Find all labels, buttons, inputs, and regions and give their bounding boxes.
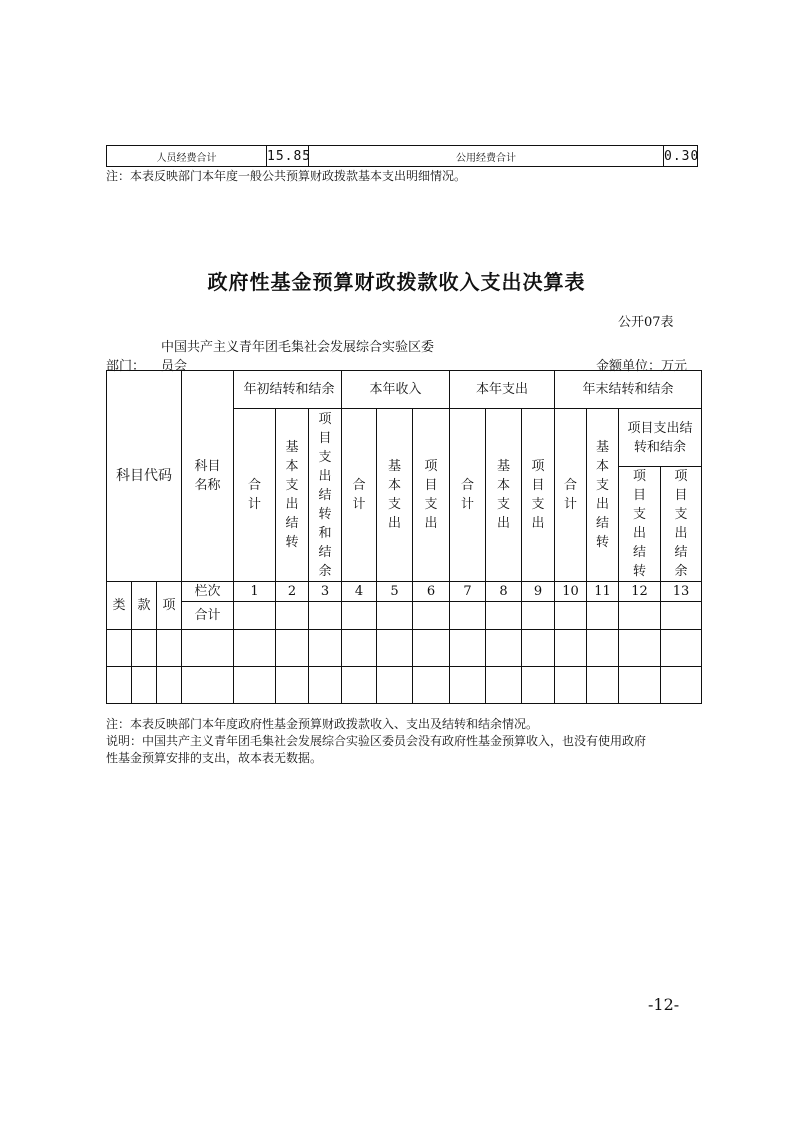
- department-label: 部门：: [106, 359, 146, 374]
- column-index-9: 9: [522, 582, 555, 602]
- public-total-label: 公用经费合计: [309, 146, 664, 167]
- fund-budget-table: [106, 370, 702, 704]
- header-g4-project-carry-balance: 项目支出结转和结余: [619, 409, 702, 467]
- bottom-table-note: 注：本表反映部门本年度政府性基金预算财政拨款收入、支出及结转和结余情况。: [106, 717, 539, 731]
- personnel-public-summary-table: [106, 145, 698, 167]
- table-row: [107, 630, 702, 667]
- column-index-5: 5: [377, 582, 413, 602]
- header-g3-total: 合计: [450, 409, 486, 582]
- form-number: 公开07表: [618, 315, 674, 330]
- table-cell: [377, 602, 413, 630]
- personnel-total-label: 人员经费合计: [107, 146, 267, 167]
- header-g4-basic-carry: 基本支出结转: [587, 409, 619, 582]
- header-g2-total: 合计: [342, 409, 377, 582]
- header-g1-total: 合计: [234, 409, 276, 582]
- column-index-12: 12: [619, 582, 661, 602]
- amount-unit: 金额单位：万元: [596, 359, 688, 374]
- column-index-11: 11: [587, 582, 619, 602]
- department-name-line1: 中国共产主义青年团毛集社会发展综合实验区委: [161, 340, 435, 355]
- column-index-2: 2: [276, 582, 309, 602]
- header-g4-project-balance: 项目支出结余: [661, 467, 702, 582]
- header-g1-basic-carry: 基本支出结转: [276, 409, 309, 582]
- department-name-line2: 员会: [161, 359, 188, 374]
- header-g4-total: 合计: [555, 409, 587, 582]
- header-g3-project: 项目支出: [522, 409, 555, 582]
- column-index-8: 8: [486, 582, 522, 602]
- column-index-4: 4: [342, 582, 377, 602]
- page-title: 政府性基金预算财政拨款收入支出决算表: [207, 270, 586, 294]
- table-cell: [234, 602, 276, 630]
- row-total-label: 合计: [182, 602, 234, 630]
- table-cell: [342, 602, 377, 630]
- table-row: [107, 667, 702, 704]
- table-cell: [587, 602, 619, 630]
- table-cell: [309, 602, 342, 630]
- header-lei: 类: [107, 582, 132, 630]
- column-index-label: 栏次: [182, 582, 234, 602]
- header-kuan: 款: [132, 582, 157, 630]
- table-cell: [413, 602, 450, 630]
- page-number: -12-: [648, 995, 680, 1014]
- personnel-total-value: 15.85: [267, 146, 309, 167]
- table-cell: [450, 602, 486, 630]
- explanation-line1: 说明：中国共产主义青年团毛集社会发展综合实验区委员会没有政府性基金预算收入，也没有使用政府: [106, 734, 647, 748]
- header-subject-code: 科目代码: [107, 371, 182, 582]
- header-closing-balance: 年末结转和结余: [555, 371, 702, 409]
- header-subject-name: 科目名称: [182, 371, 234, 582]
- column-index-7: 7: [450, 582, 486, 602]
- header-g2-basic: 基本支出: [377, 409, 413, 582]
- header-annual-expenditure: 本年支出: [450, 371, 555, 409]
- column-index-6: 6: [413, 582, 450, 602]
- top-table-note: 注：本表反映部门本年度一般公共预算财政拨款基本支出明细情况。: [106, 169, 467, 183]
- header-g4-project-carry: 项目支出结转: [619, 467, 661, 582]
- column-index-3: 3: [309, 582, 342, 602]
- table-cell: [619, 602, 661, 630]
- header-g1-project-carry-balance: 项目支出结转和结余: [309, 409, 342, 582]
- table-cell: [661, 602, 702, 630]
- table-cell: [276, 602, 309, 630]
- column-index-10: 10: [555, 582, 587, 602]
- header-g3-basic: 基本支出: [486, 409, 522, 582]
- header-g2-project: 项目支出: [413, 409, 450, 582]
- header-annual-income: 本年收入: [342, 371, 450, 409]
- table-cell: [522, 602, 555, 630]
- explanation-line2: 性基金预算安排的支出，故本表无数据。: [106, 751, 323, 765]
- public-total-value: 0.30: [664, 146, 698, 167]
- column-index-13: 13: [661, 582, 702, 602]
- table-cell: [486, 602, 522, 630]
- column-index-1: 1: [234, 582, 276, 602]
- header-opening-balance: 年初结转和结余: [234, 371, 342, 409]
- table-cell: [555, 602, 587, 630]
- header-xiang: 项: [157, 582, 182, 630]
